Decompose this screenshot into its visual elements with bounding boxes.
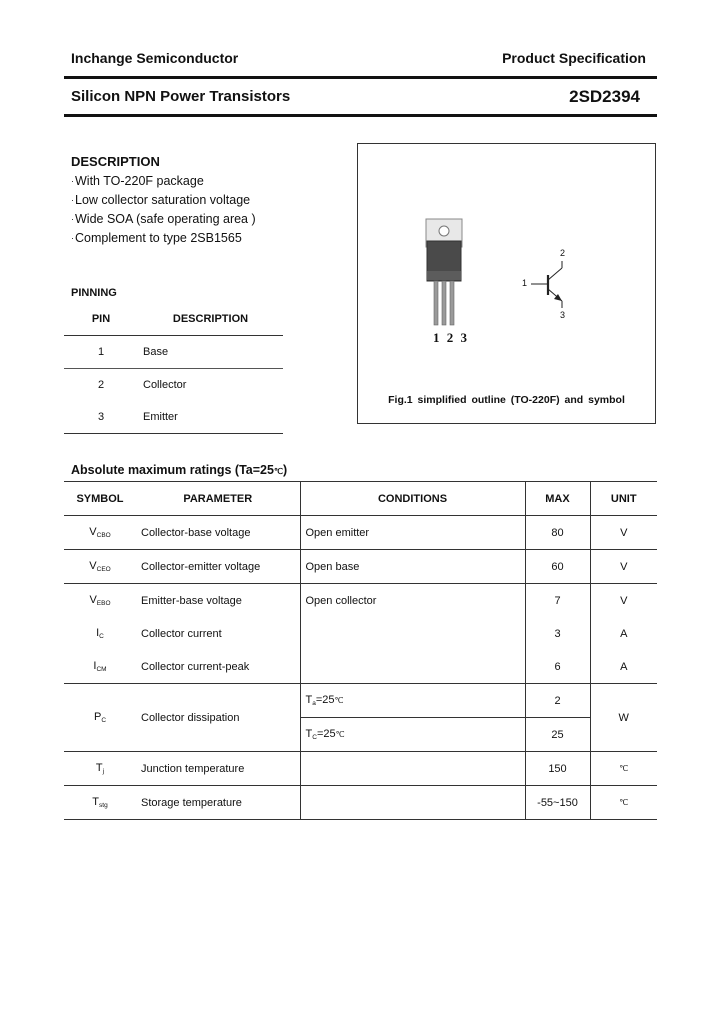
- unit-column-header: UNIT: [590, 482, 657, 516]
- symbol-label-collector: 2: [560, 248, 566, 258]
- symbol-label-base: 1: [522, 278, 528, 288]
- parameter-cell: Junction temperature: [136, 752, 300, 786]
- pin-description: Collector: [143, 379, 187, 391]
- conditions-cell: [300, 617, 525, 650]
- pin-number: 3: [64, 401, 138, 434]
- table-row: [64, 786, 657, 820]
- parameter-cell: Collector current-peak: [136, 650, 300, 684]
- pin-number: 2: [97, 379, 105, 391]
- symbol-cell: $I_C$: [96, 627, 104, 640]
- feature-item: ·Wide SOA (safe operating area ): [71, 212, 256, 226]
- conditions-cell: [300, 786, 525, 820]
- pinning-table: [64, 303, 283, 434]
- max-cell: 3: [525, 617, 590, 650]
- unit-cell: W: [590, 684, 657, 752]
- conditions-cell: Open emitter: [300, 516, 525, 550]
- pin-description: Emitter: [138, 401, 283, 434]
- conditions-cell: $T_a=25℃$: [300, 684, 525, 718]
- unit-cell: A: [590, 617, 657, 650]
- collector-line: [548, 268, 562, 280]
- npn-transistor-symbol: [357, 143, 656, 343]
- unit-cell: V: [590, 584, 657, 618]
- parameter-cell: Collector-emitter voltage: [136, 550, 300, 584]
- conditions-cell: $T_C=25℃$: [300, 718, 525, 752]
- table-row: [64, 401, 283, 434]
- conditions-cell: [300, 752, 525, 786]
- feature-item: ·Complement to type 2SB1565: [71, 231, 242, 245]
- max-cell: -55~150: [525, 786, 590, 820]
- header-rule-bottom: [64, 114, 657, 117]
- parameter-cell: Collector-base voltage: [136, 516, 300, 550]
- parameter-cell: Collector dissipation: [136, 684, 300, 752]
- table-row: [64, 650, 657, 684]
- table-row: [64, 584, 657, 618]
- header-rule-top: [64, 76, 657, 79]
- max-cell: 2: [525, 684, 590, 718]
- unit-cell: ℃: [590, 752, 657, 786]
- conditions-cell: Open collector: [300, 584, 525, 618]
- conditions-column-header: CONDITIONS: [300, 482, 525, 516]
- symbol-cell: $V_{CBO}$: [64, 516, 136, 550]
- parameter-cell: Collector current: [141, 627, 222, 640]
- symbol-cell: $I_{CM}$: [64, 650, 136, 684]
- pin-column-header: PIN: [64, 303, 138, 336]
- feature-item: ·Low collector saturation voltage: [71, 193, 251, 207]
- conditions-cell: Open base: [300, 550, 525, 584]
- table-row: [64, 684, 657, 718]
- pin-description: Base: [138, 336, 283, 369]
- feature-item: ·With TO-220F package: [71, 174, 204, 188]
- symbol-cell: $P_C$: [64, 684, 136, 752]
- symbol-cell: $V_{EBO}$: [89, 594, 111, 607]
- company-name: Inchange Semiconductor: [71, 50, 239, 66]
- max-cell: 150: [525, 752, 590, 786]
- parameter-cell: Emitter-base voltage: [141, 594, 242, 607]
- table-row: [64, 550, 657, 584]
- symbol-label-emitter: 3: [560, 310, 566, 320]
- table-row: [64, 516, 657, 550]
- table-row: [64, 752, 657, 786]
- package-pin-numbers: 1 2 3: [433, 330, 469, 345]
- max-column-header: MAX: [525, 482, 590, 516]
- pin-number: 1: [64, 336, 138, 369]
- pinning-title: PINNING: [71, 287, 117, 299]
- table-row: [64, 336, 283, 369]
- symbol-cell: $T_j$: [64, 752, 136, 786]
- ratings-title: Absolute maximum ratings (Ta=25℃): [71, 463, 288, 477]
- max-cell: 80: [525, 516, 590, 550]
- unit-cell: V: [590, 516, 657, 550]
- max-cell: 7: [525, 584, 590, 618]
- part-number: 2SD2394: [569, 87, 640, 106]
- product-line: Silicon NPN Power Transistors: [71, 88, 291, 105]
- unit-cell: V: [590, 550, 657, 584]
- max-cell: 60: [525, 550, 590, 584]
- symbol-cell: $V_{CEO}$: [64, 550, 136, 584]
- max-cell: 25: [525, 718, 590, 752]
- ratings-table: [64, 481, 657, 820]
- document-type: Product Specification: [502, 50, 646, 66]
- figure-caption: Fig.1 simplified outline (TO-220F) and symbol: [388, 394, 625, 406]
- unit-cell: A: [590, 650, 657, 684]
- max-cell: 6: [525, 650, 590, 684]
- conditions-cell: [300, 650, 525, 684]
- parameter-cell: Storage temperature: [136, 786, 300, 820]
- description-title: DESCRIPTION: [71, 154, 160, 169]
- table-row: [64, 369, 283, 402]
- table-row: [64, 617, 657, 650]
- symbol-column-header: SYMBOL: [64, 482, 136, 516]
- symbol-cell: $T_{stg}$: [64, 786, 136, 820]
- parameter-column-header: PARAMETER: [136, 482, 300, 516]
- description-column-header: DESCRIPTION: [138, 303, 283, 336]
- unit-cell: ℃: [590, 786, 657, 820]
